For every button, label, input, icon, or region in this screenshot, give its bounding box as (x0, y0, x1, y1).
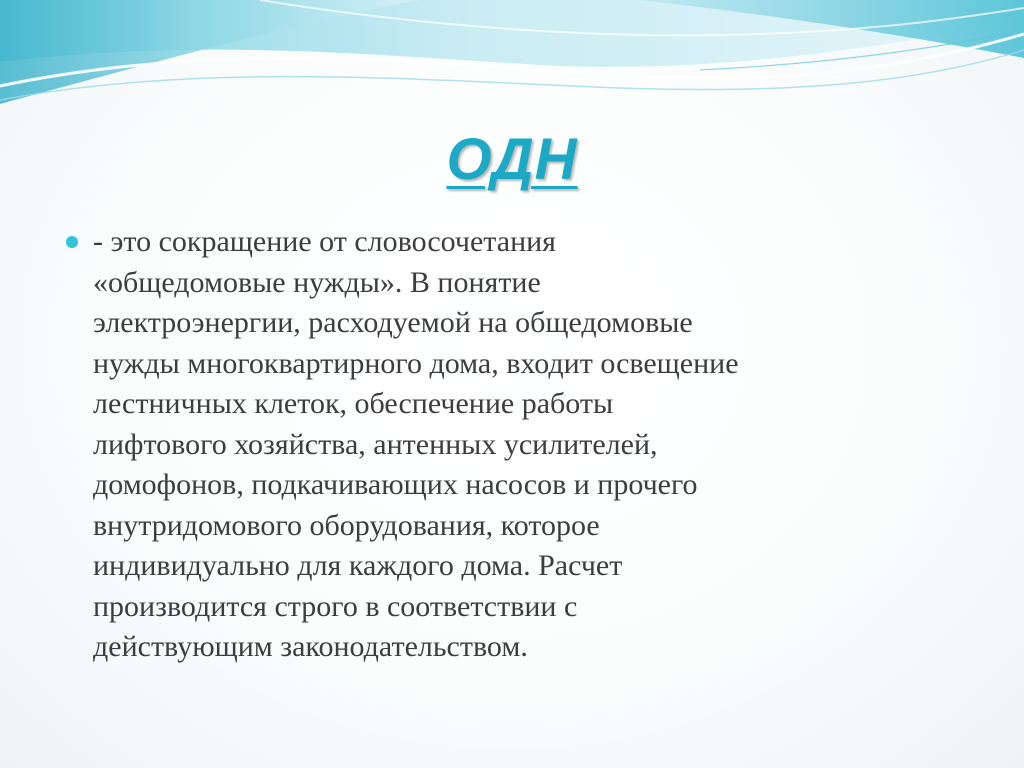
bullet-text-line: электроэнергии, расходуемой на общедомовые (93, 306, 693, 339)
bullet-text-line: индивидуально для каждого дома. Расчет (93, 549, 623, 582)
bullet-text (93, 222, 963, 668)
bullet-point-icon (66, 236, 78, 248)
bullet-text-line: нужды многоквартирного дома, входит освещение (93, 346, 739, 380)
bullet-text-line: - это сокращение от словосочетания (93, 225, 556, 258)
bullet-text-line: внутридомового оборудования, которое (93, 508, 600, 542)
bullet-text-line: производится строго в соответствии с (93, 589, 578, 623)
bullet-text-line: действующим законодательством. (93, 630, 528, 663)
wave-decoration (0, 0, 1024, 120)
slide-title: ОДН (446, 127, 578, 192)
bullet-text-line: лестничных клеток, обеспечение работы (93, 387, 614, 420)
bullet-text-line: домофонов, подкачивающих насосов и прочего (93, 468, 698, 501)
bullet-text-line: лифтового хозяйства, антенных усилителей, (93, 427, 658, 461)
bullet-text-line: «общедомовые нужды». В понятие (93, 265, 541, 299)
